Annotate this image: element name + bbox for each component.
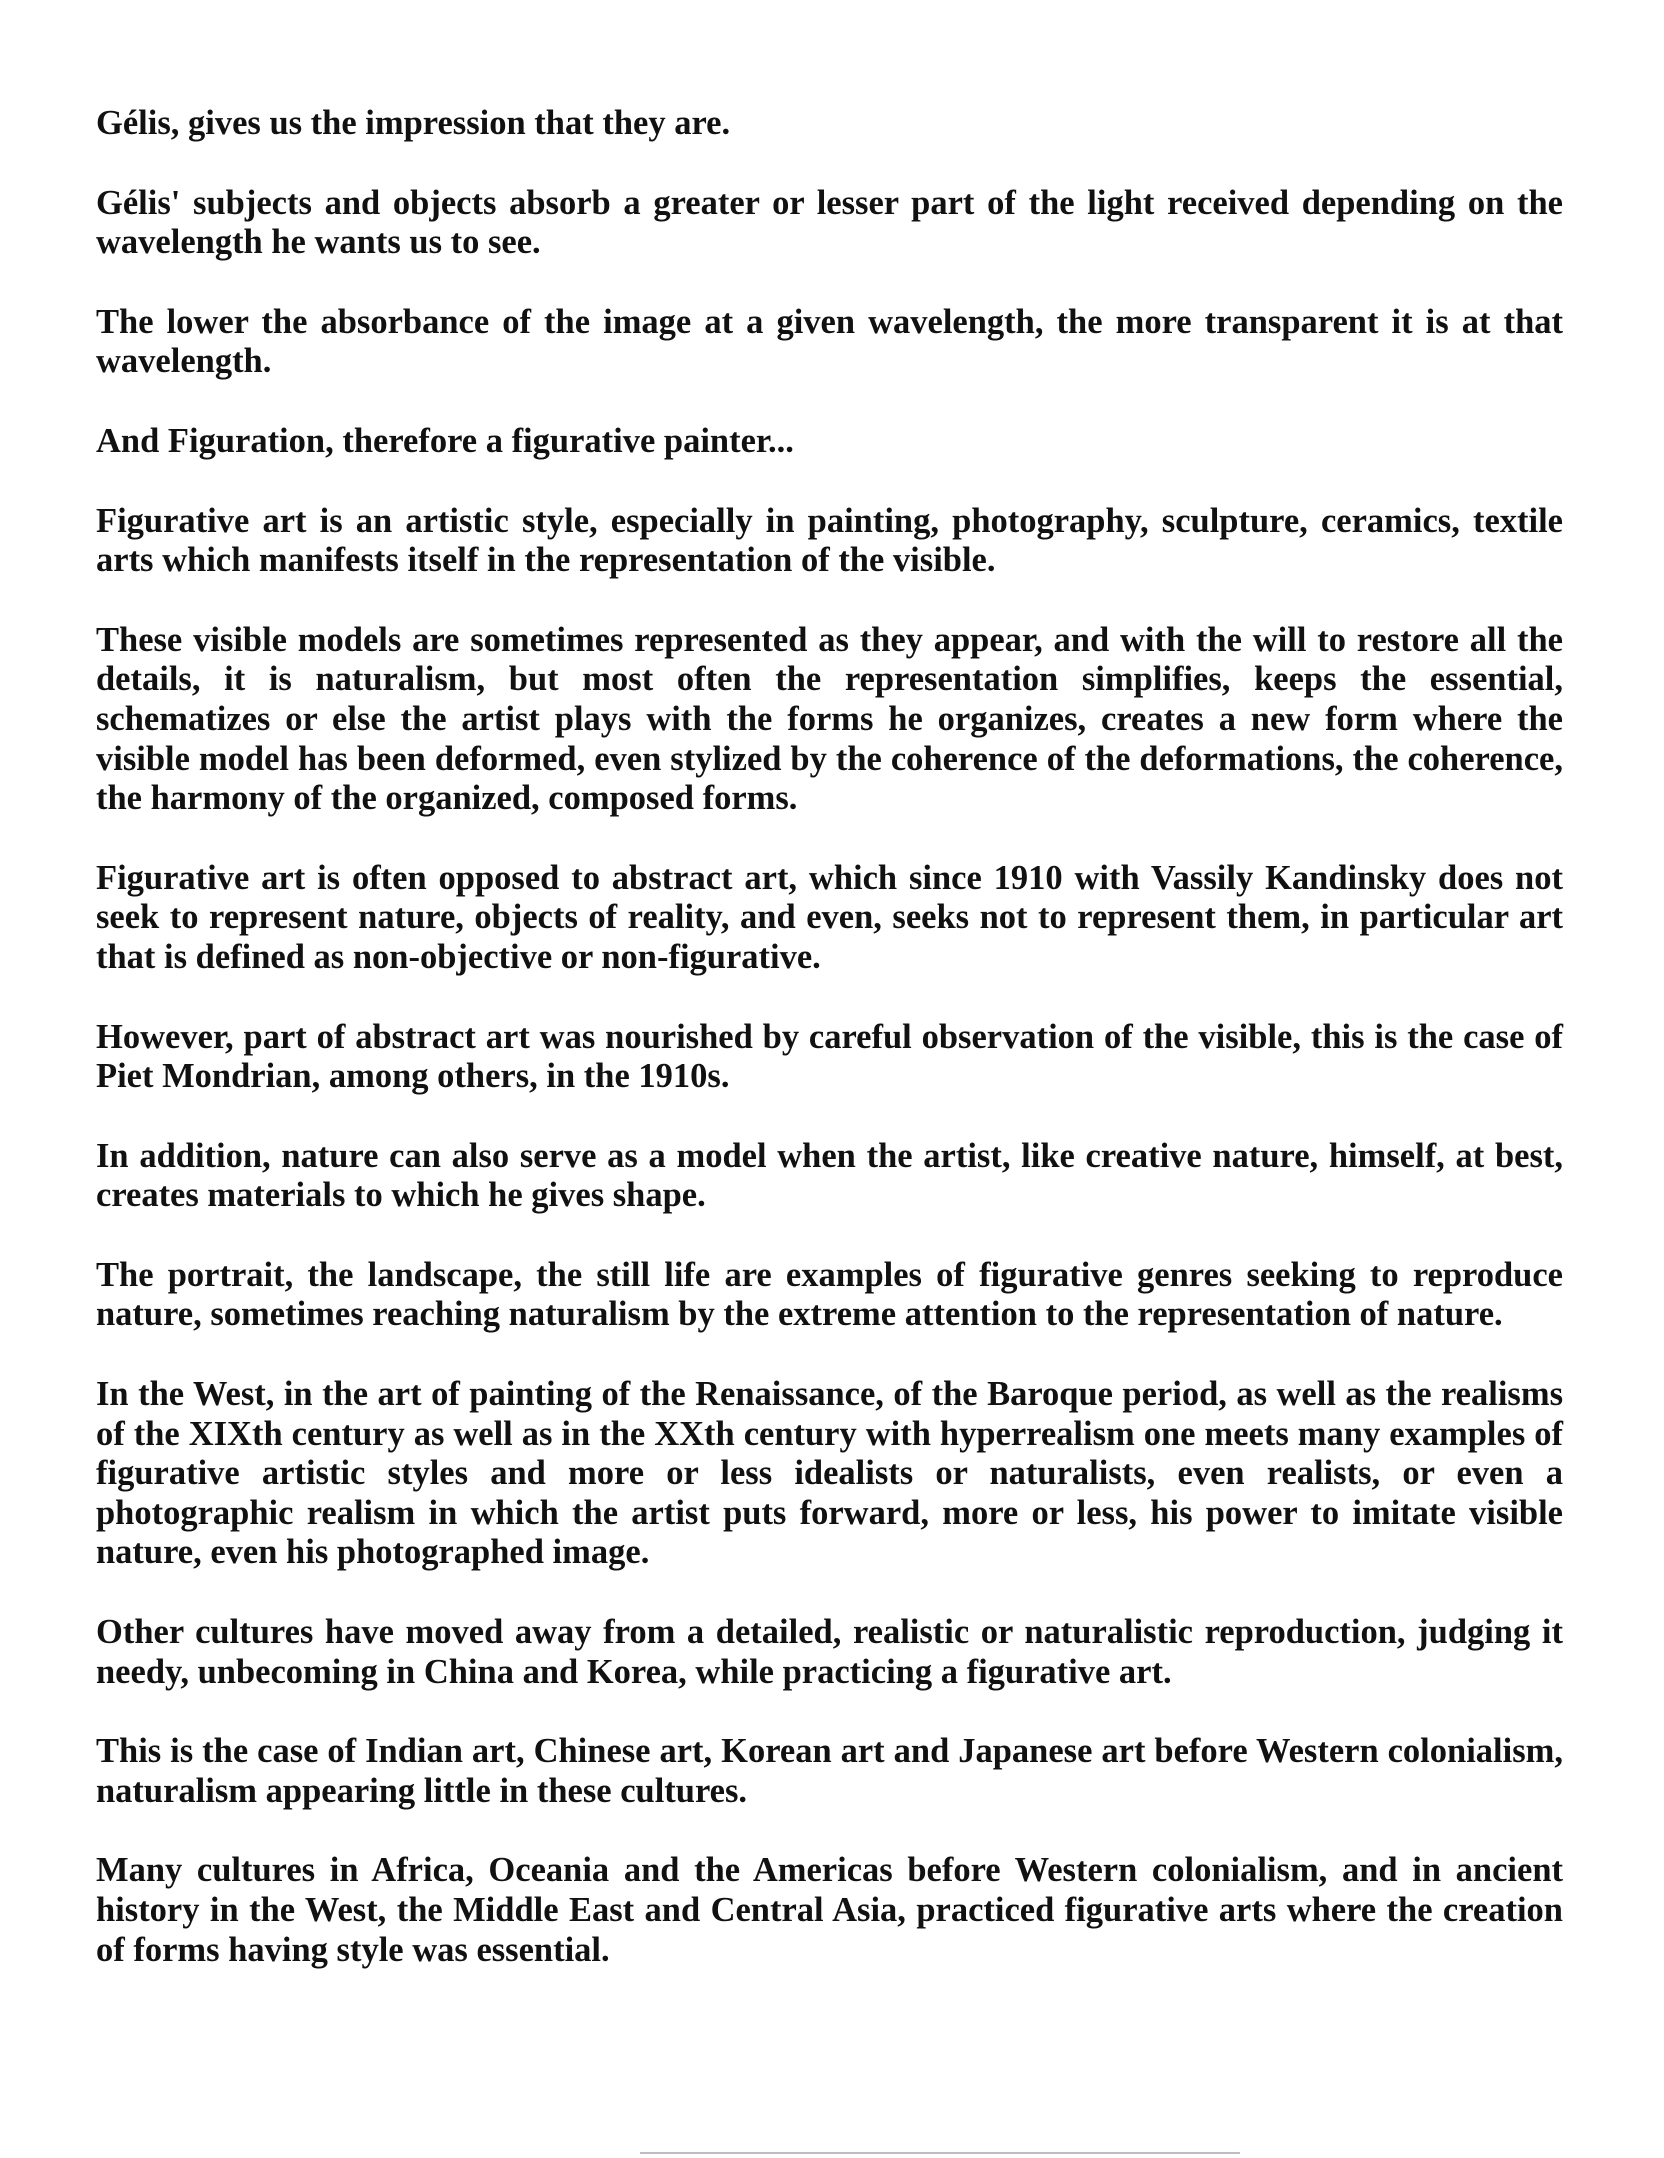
paragraph-1: Gélis, gives us the impression that they are. xyxy=(96,104,731,142)
paragraph-10: The portrait, the landscape, the still life are examples of figurative genres seeking to reproduce nature, sometimes reaching naturalism by the extreme attention to the representation of nature. xyxy=(96,1255,1563,1334)
paragraph-14: Many cultures in Africa, Oceania and the Americas before Western colonialism, and in ancient history in the West, the Middle East and Central Asia, practiced figurative arts where the creation of forms having style was essential. xyxy=(96,1851,1563,1969)
paragraph-3: The lower the absorbance of the image at a given wavelength, the more transparent it is at that wavelength. xyxy=(96,302,1563,381)
paragraph-9: In addition, nature can also serve as a model when the artist, like creative nature, himself, at best, creates materials to which he gives shape. xyxy=(96,1136,1563,1215)
bottom-edge-line xyxy=(640,2152,1240,2154)
paragraph-12: Other cultures have moved away from a detailed, realistic or naturalistic reproduction, judging it needy, unbecoming in China and Korea, while practicing a figurative art. xyxy=(96,1613,1563,1691)
paragraph-13: This is the case of Indian art, Chinese art, Korean art and Japanese art before Western colonialism, naturalism appearing little in these cultures. xyxy=(96,1732,1563,1810)
paragraph-6: These visible models are sometimes represented as they appear, and with the will to restore all the details, it is naturalism, but most often the representation simplifies, keeps the essential, schematizes or else the artist plays with the forms he organizes, creates a new form where the visible model has been deformed, even stylized by the coherence of the deformations, the coherence, the harmony of the organized, composed forms. xyxy=(96,620,1563,818)
paragraph-5: Figurative art is an artistic style, especially in painting, photography, sculpture, ceramics, textile arts which manifests itself in the representation of the visible. xyxy=(96,501,1563,580)
paragraph-4: And Figuration, therefore a figurative painter... xyxy=(96,421,794,460)
paragraph-7: Figurative art is often opposed to abstract art, which since 1910 with Vassily Kandinsky does not seek to represent nature, objects of reality, and even, seeks not to represent them, in particular art that is defined as non-objective or non-figurative. xyxy=(96,858,1563,976)
paragraph-8: However, part of abstract art was nourished by careful observation of the visible, this is the case of Piet Mondrian, among others, in the 1910s. xyxy=(96,1017,1563,1096)
body-text xyxy=(96,104,1563,1970)
paragraph-11: In the West, in the art of painting of the Renaissance, of the Baroque period, as well as the realisms of the XIXth century as well as in the XXth century with hyperrealism one meets many examples of figurative artistic styles and more or less idealists or naturalists, even realists, or even a photographic realism in which the artist puts forward, more or less, his power to imitate visible nature, even his photographed image. xyxy=(96,1375,1563,1572)
paragraph-2: Gélis' subjects and objects absorb a greater or lesser part of the light received depending on the wavelength he wants us to see. xyxy=(96,183,1563,262)
